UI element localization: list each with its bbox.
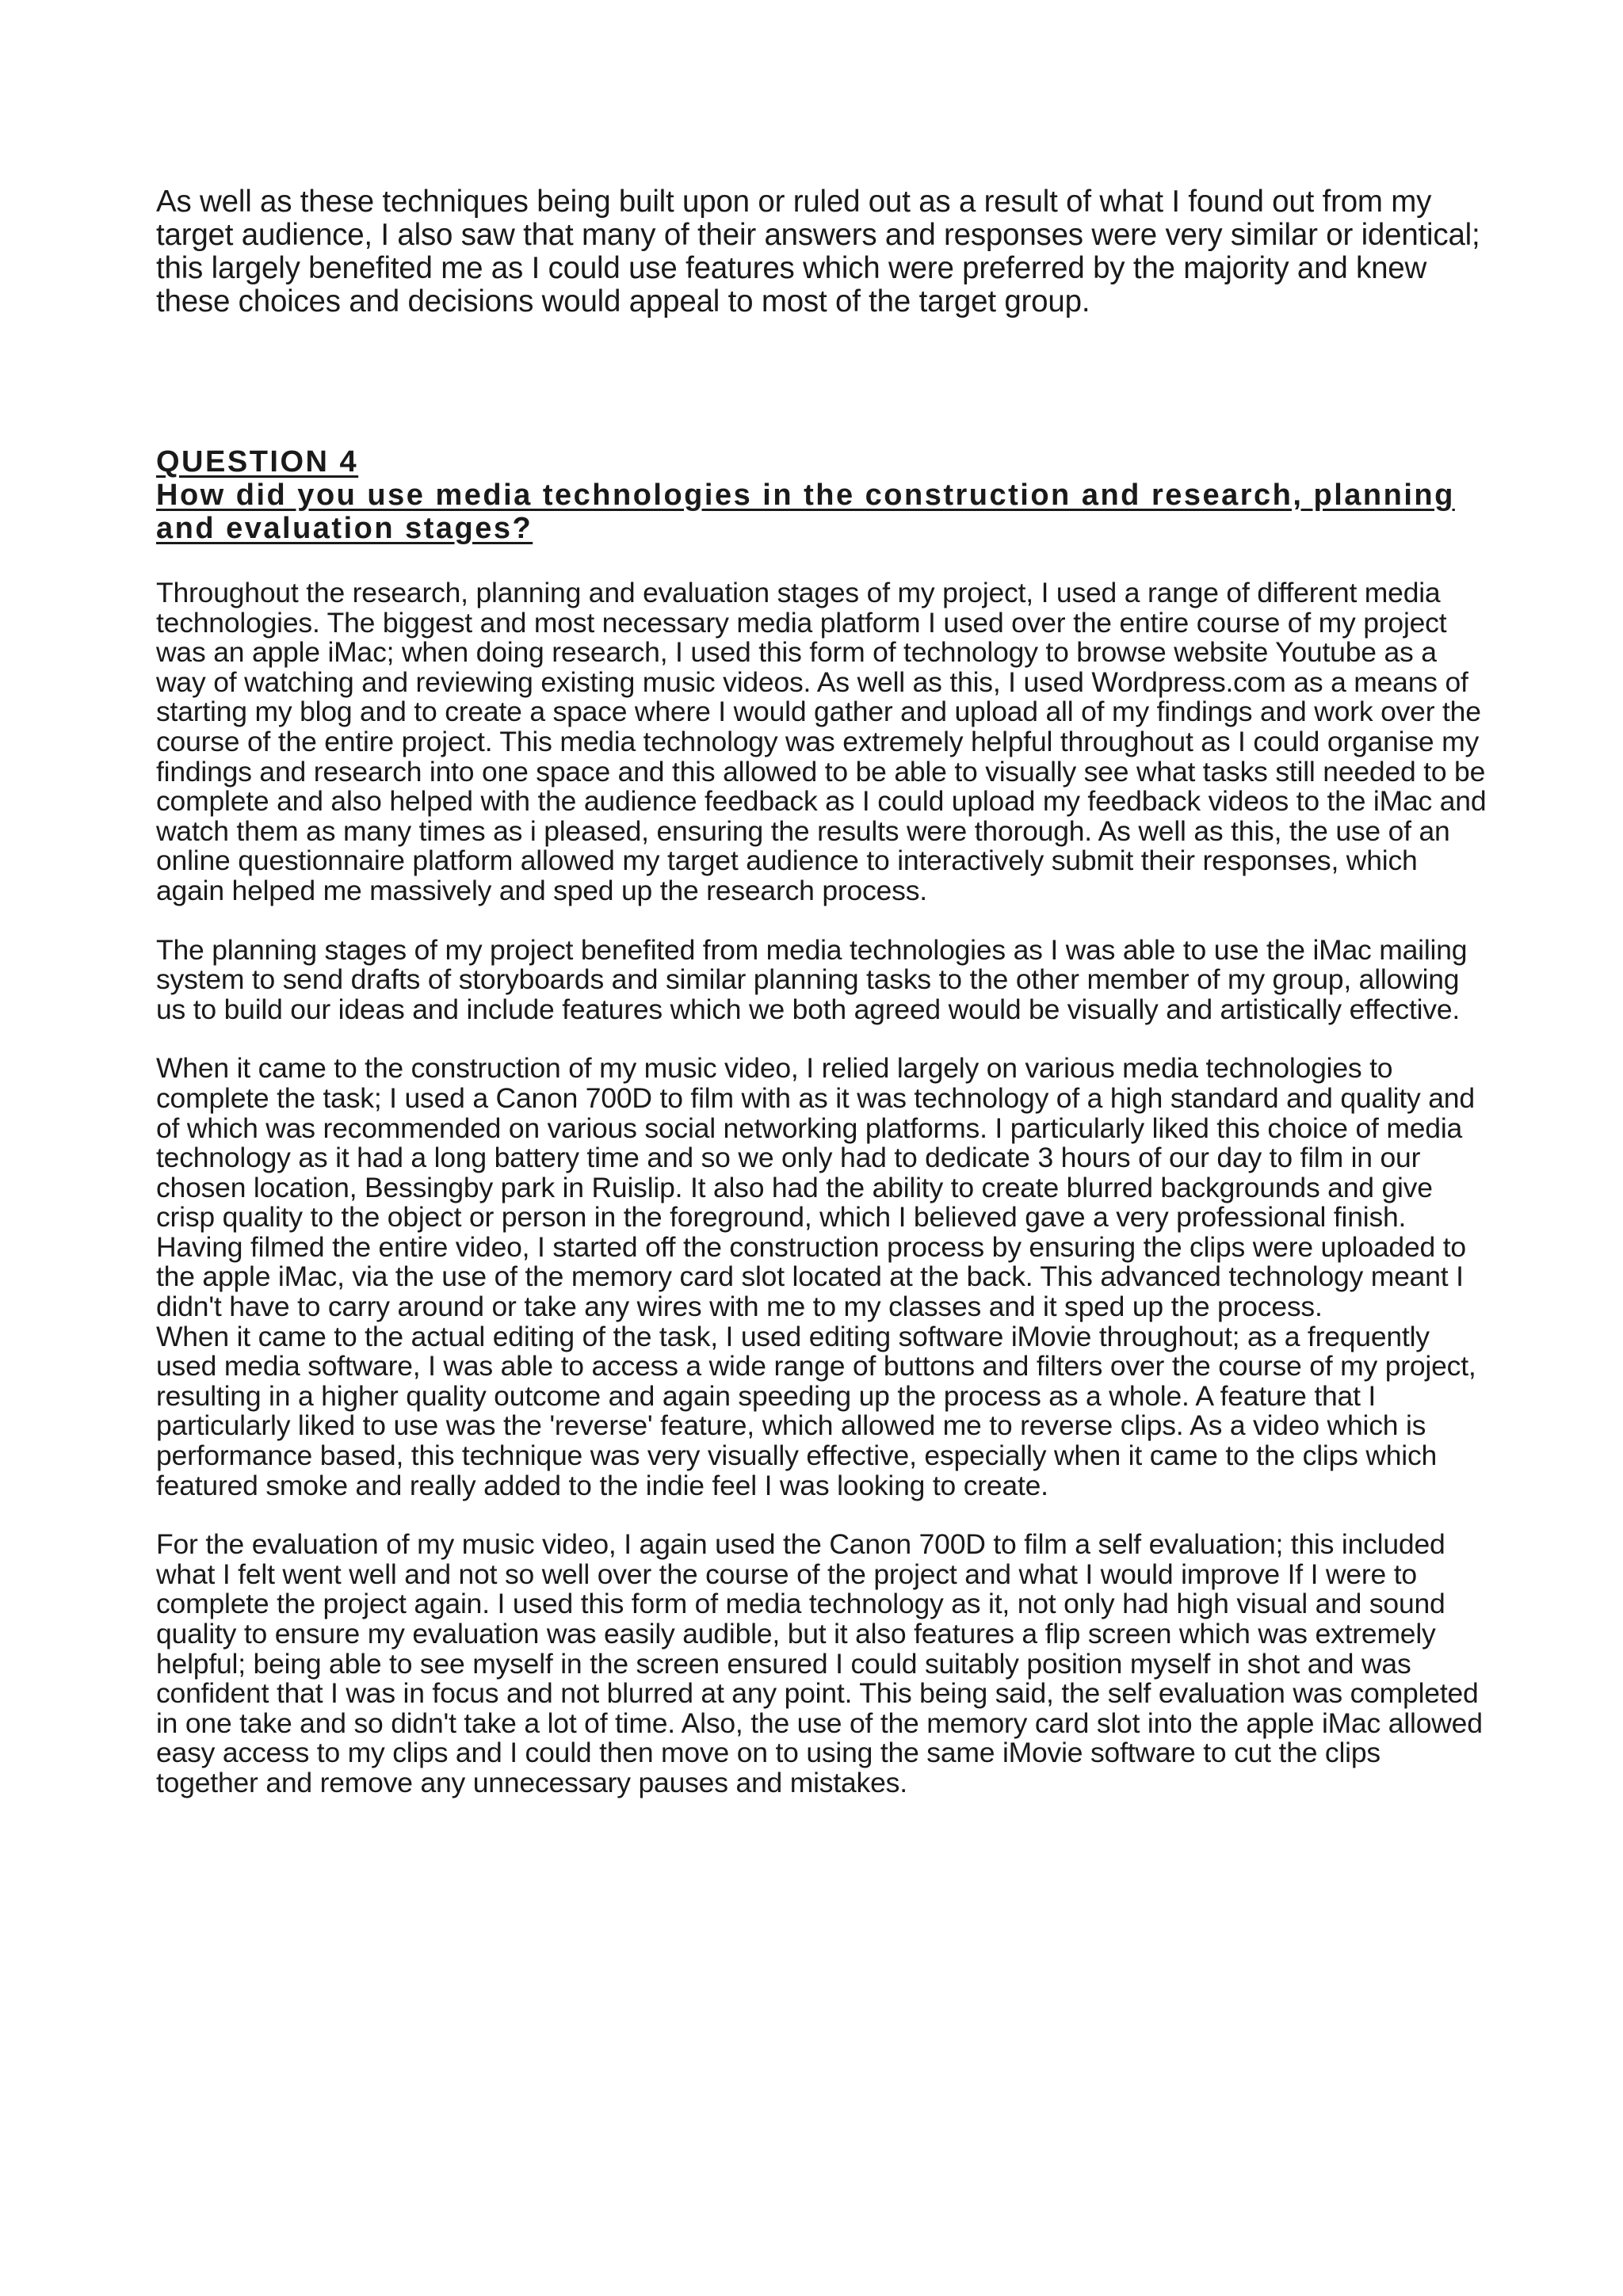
paragraph-planning: The planning stages of my project benefited from media technologies as I was able to use the iMac mailing system to send drafts of storyboards and similar planning tasks to the other member of my group, allowing us to build our ideas and include features which we both agreed would be visually and artistically effective.	[156, 933, 1468, 1025]
question-title: How did you use media technologies in the construction and research, planning and evaluation stages?	[156, 479, 1455, 545]
paragraph-research: Throughout the research, planning and evaluation stages of my project, I used a range of different media technologies. The biggest and most necessary media platform I used over the entire course of my project was an apple iMac; when doing research, I used this form of technology to browse website Youtube as a way of watching and reviewing existing music videos. As well as this, I used Wordpress.com as a means of starting my blog and to create a space where I would gather and upload all of my findings and work over the course of the entire project. This media technology was extremely helpful throughout as I could organise my findings and research into one space and this allowed to be able to visually see what tasks still needed to be complete and also helped with the audience feedback as I could upload my feedback videos to the iMac and watch them as many times as i pleased, ensuring the results were thorough. As well as this, the use of an online questionnaire platform allowed my target audience to interactively submit their responses, which again helped me massively and sped up the research process.	[156, 577, 1487, 906]
intro-paragraph: As well as these techniques being built upon or ruled out as a result of what I found out from my target audience, I also saw that many of their answers and responses were very similar or identical; this largely benefited me as I could use features which were preferred by the majority and knew these choices and decisions would appeal to most of the target group.	[156, 185, 1480, 318]
question-label: QUESTION 4	[156, 445, 359, 479]
answer-body	[156, 578, 1487, 1828]
paragraph-construction: When it came to the construction of my music video, I relied largely on various media technologies to complete the task; I used a Canon 700D to film with as it was technology of a high standard and quality and of which was recommended on various social networking platforms. I particularly liked this choice of media technology as it had a long battery time and so we only had to dedicate 3 hours of our day to film in our chosen location, Bessingby park in Ruislip. It also had the ability to create blurred backgrounds and give crisp quality to the object or person in the foreground, which I believed gave a very professional finish. Having filmed the entire video, I started off the construction process by ensuring the clips were uploaded to the apple iMac, via the use of the memory card slot located at the back. This advanced technology meant I didn't have to carry around or take any wires with me to my classes and it sped up the process.	[156, 1052, 1475, 1323]
paragraph-evaluation: For the evaluation of my music video, I again used the Canon 700D to film a self evaluation; this included what I felt went well and not so well over the course of the project and what I would improve If I were to complete the project again. I used this form of media technology as it, not only had high visual and sound quality to ensure my evaluation was easily audible, but it also features a flip screen which was extremely helpful; being able to see myself in the screen ensured I could suitably position myself in shot and was confident that I was in focus and not blurred at any point. This being said, the self evaluation was completed in one take and so didn't take a lot of time. Also, the use of the memory card slot into the apple iMac allowed easy access to my clips and I could then move on to using the same iMovie software to cut the clips together and remove any unnecessary pauses and mistakes.	[156, 1528, 1483, 1798]
paragraph-editing: When it came to the actual editing of the task, I used editing software iMovie throughout; as a frequently used media software, I was able to access a wide range of buttons and filters over the course of my project, resulting in a higher quality outcome and again speeding up the process as a whole. A feature that I particularly liked to use was the 'reverse' feature, which allowed me to reverse clips. As a video which is performance based, this technique was very visually effective, especially when it came to the clips which featured smoke and really added to the indie feel I was looking to create.	[156, 1320, 1476, 1501]
